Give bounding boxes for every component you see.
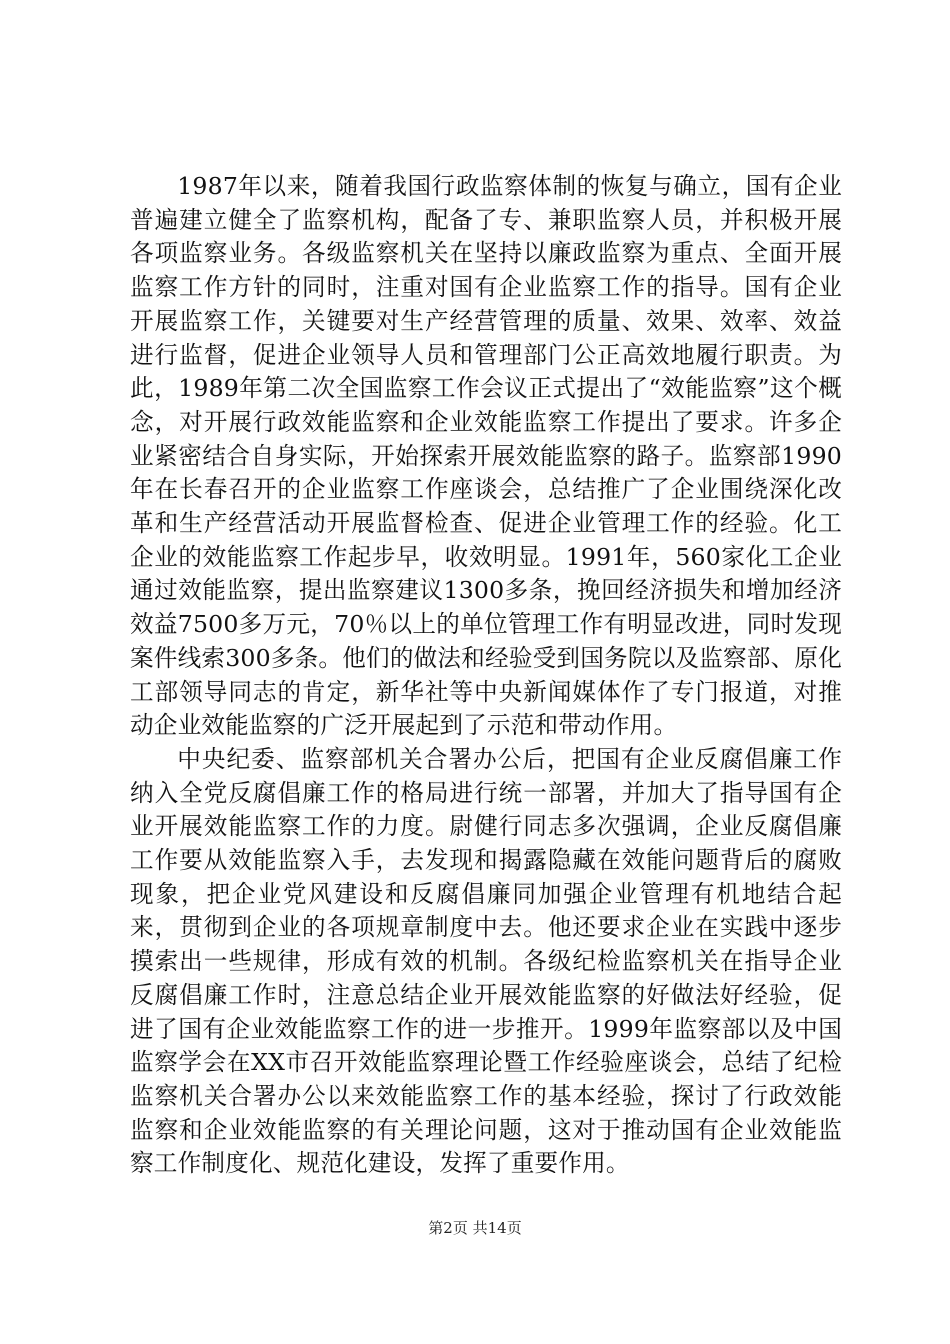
paragraph-1: 1987年以来，随着我国行政监察体制的恢复与确立，国有企业普遍建立健全了监察机构，配备了专、兼职监察人员，并积极开展各项监察业务。各级监察机关在坚持以廉政监察为重点、全面开展监察工作方针的同时，注重对国有企业监察工作的指导。国有企业开展监察工作，关键要对生产经营管理的质量、效果、效率、效益进行监督，促进企业领导人员和管理部门公正高效地履行职责。为此，1989年第二次全国监察工作会议正式提出了“效能监察”这个概念，对开展行政效能监察和企业效能监察工作提出了要求。许多企业紧密结合自身实际，开始探索开展效能监察的路子。监察部1990年在长春召开的企业监察工作座谈会，总结推广了企业围绕深化改革和生产经营活动开展监督检查、促进企业管理工作的经验。化工企业的效能监察工作起步早，收效明显。1991年，560家化工企业通过效能监察，提出监察建议1300多条，挽回经济损失和增加经济效益7500多万元，70％以上的单位管理工作有明显改进，同时发现案件线索300多条。他们的做法和经验受到国务院以及监察部、原化工部领导同志的肯定，新华社等中央新闻媒体作了专门报道，对推动企业效能监察的广泛开展起到了示范和带动作用。 — [130, 172, 842, 740]
paragraph-2: 中央纪委、监察部机关合署办公后，把国有企业反腐倡廉工作纳入全党反腐倡廉工作的格局进行统一部署，并加大了指导国有企业开展效能监察工作的力度。尉健行同志多次强调，企业反腐倡廉工作要从效能监察入手，去发现和揭露隐藏在效能问题背后的腐败现象，把企业党风建设和反腐倡廉同加强企业管理有机地结合起来，贯彻到企业的各项规章制度中去。他还要求企业在实践中逐步摸索出一些规律，形成有效的机制。各级纪检监察机关在指导企业反腐倡廉工作时，注意总结企业开展效能监察的好做法好经验，促进了国有企业效能监察工作的进一步推开。1999年监察部以及中国监察学会在XX市召开效能监察理论暨工作经验座谈会，总结了纪检监察机关合署办公以来效能监察工作的基本经验，探讨了行政效能监察和企业效能监察的有关理论问题，这对于推动国有企业效能监察工作制度化、规范化建设，发挥了重要作用。 — [130, 744, 842, 1178]
page-number-footer: 第2页 共14页 — [428, 1219, 522, 1237]
document-body — [130, 170, 842, 1181]
